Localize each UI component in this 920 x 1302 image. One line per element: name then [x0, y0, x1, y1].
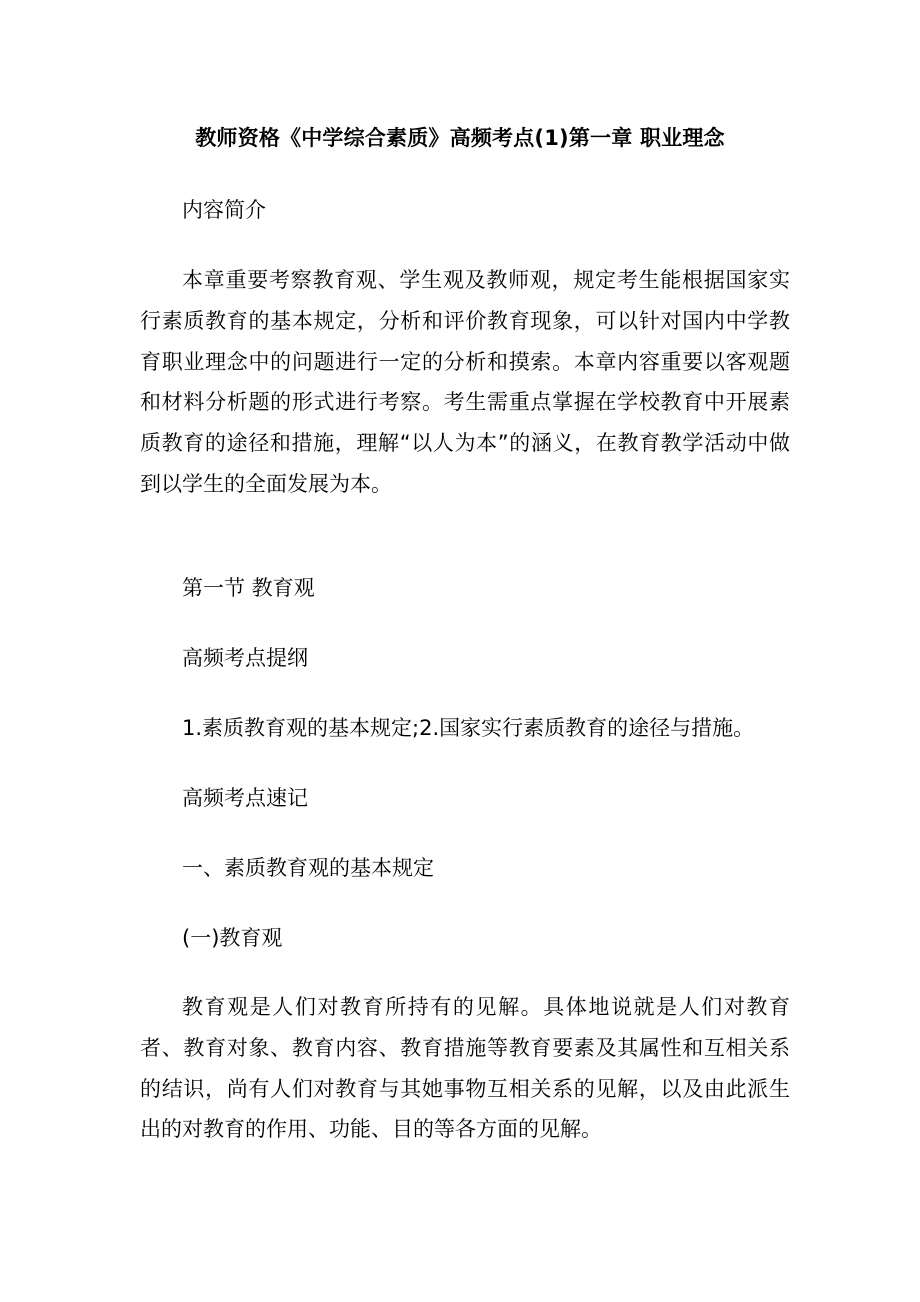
- intro-heading: 内容简介: [182, 198, 266, 222]
- document-title: 教师资格《中学综合素质》高频考点(1)第一章 职业理念: [195, 126, 725, 150]
- section-heading: 第一节 教育观: [182, 576, 315, 600]
- item-heading: (一)教育观: [182, 926, 283, 950]
- subsection-heading: 一、素质教育观的基本规定: [182, 856, 434, 880]
- outline-heading: 高频考点提纲: [182, 646, 308, 670]
- outline-text: 1.素质教育观的基本规定;2.国家实行素质教育的途径与措施。: [182, 716, 755, 740]
- item-paragraph: 教育观是人们对教育所持有的见解。具体地说就是人们对教育者、教育对象、教育内容、教育措施等教育要素及其属性和互相关系的结识，尚有人们对教育与其她事物互相关系的见解，以及由此派生出的对教育的作用、功能、目的等各方面的见解。: [140, 995, 790, 1142]
- memo-heading: 高频考点速记: [182, 786, 308, 810]
- intro-paragraph: 本章重要考察教育观、学生观及教师观，规定考生能根据国家实行素质教育的基本规定，分析和评价教育现象，可以针对国内中学教育职业理念中的问题进行一定的分析和摸索。本章内容重要以客观题和材料分析题的形式进行考察。考生需重点掌握在学校教育中开展素质教育的途径和措施，理解“以人为本”的涵义，在教育教学活动中做到以学生的全面发展为本。: [140, 268, 790, 496]
